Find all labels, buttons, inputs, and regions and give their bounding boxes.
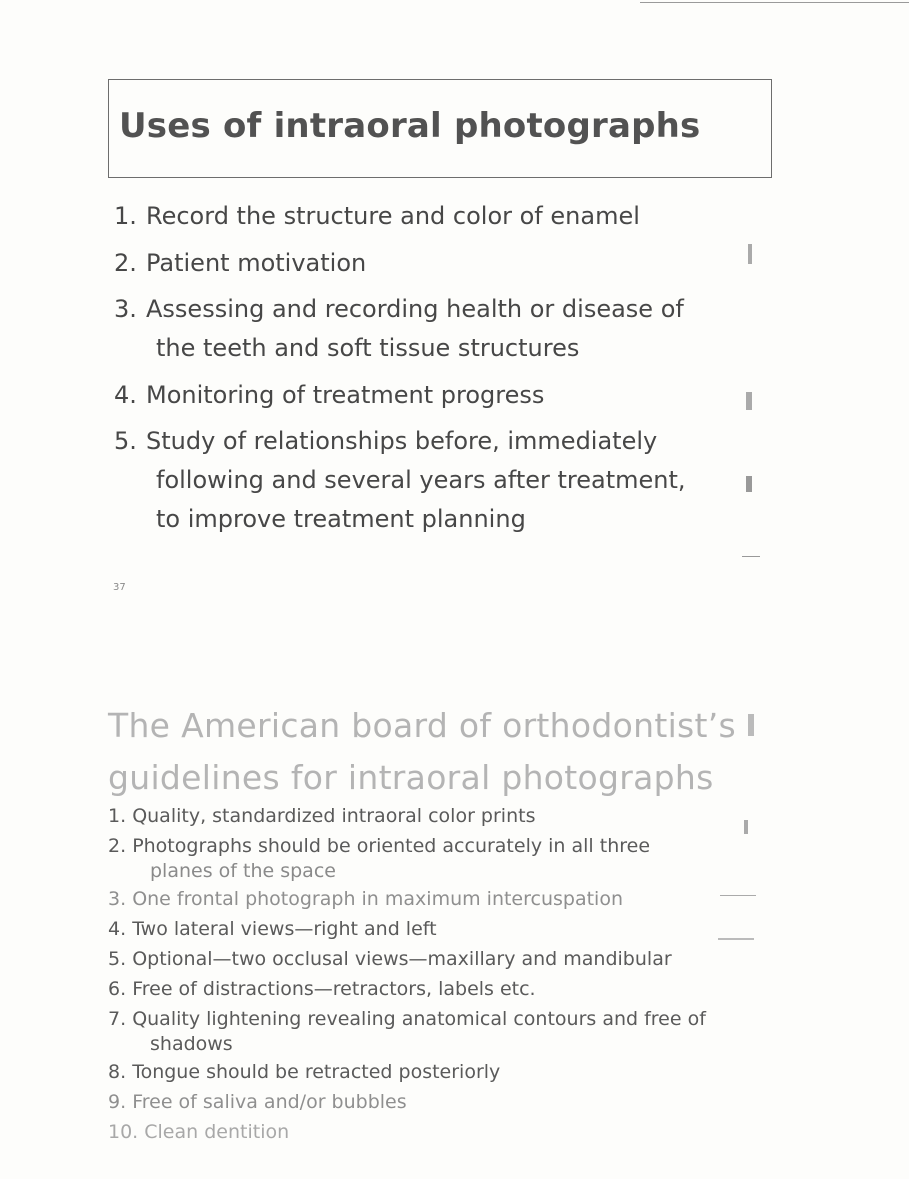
item-number: 8. [108,1061,127,1083]
scan-speck [718,938,754,940]
item-number: 9. [108,1091,127,1113]
slide1-title: Uses of intraoral photographs [119,106,701,146]
item-text: Free of saliva and/or bubbles [132,1091,407,1113]
item-text: Patient motivation [146,249,367,277]
list-item [114,243,774,283]
list-item [108,1120,788,1145]
item-number: 4. [108,918,127,940]
scan-artifact-line [640,2,909,3]
scan-speck [748,714,754,736]
item-text: Monitoring of treatment progress [146,381,545,409]
item-number: 4. [114,381,137,409]
item-text-continued: planes of the space [150,860,336,882]
item-text: Optional—two occlusal views—maxillary and mandibular [132,948,672,970]
item-number: 7. [108,1008,127,1030]
scan-speck [720,895,756,896]
list-item [108,917,788,942]
item-text: Assessing and recording health or disease of [146,295,684,323]
item-text: Record the structure and color of enamel [146,202,640,230]
item-text: Study of relationships before, immediately [146,427,658,455]
scan-speck [742,556,760,557]
slide1-list [114,196,774,546]
item-number: 5. [108,948,127,970]
list-item [114,422,774,539]
item-number: 1. [108,805,127,827]
list-item [108,1090,788,1115]
slide1-title-box [108,79,772,178]
list-item [114,375,774,415]
item-text-continued: shadows [150,1033,233,1055]
item-number: 3. [114,295,137,323]
item-number: 2. [114,249,137,277]
item-text: Tongue should be retracted posteriorly [132,1061,501,1083]
item-text-continued: following and several years after treatment, [156,466,686,494]
list-item [108,977,788,1002]
slide2-title [108,700,808,804]
slide2-list [108,804,788,1150]
list-item [108,834,788,884]
item-text-continued-2: to improve treatment planning [156,505,526,533]
scan-speck [748,244,752,264]
item-number: 1. [114,202,137,230]
item-text: Free of distractions—retractors, labels etc. [132,978,536,1000]
item-text: Two lateral views—right and left [132,918,437,940]
item-number: 6. [108,978,127,1000]
list-item [108,804,788,829]
item-number: 5. [114,427,137,455]
list-item [108,887,788,912]
item-text-continued: the teeth and soft tissue structures [156,334,580,362]
list-item [108,947,788,972]
item-text: Quality lightening revealing anatomical contours and free of [132,1008,706,1030]
list-item [114,290,774,368]
item-text: Clean dentition [144,1121,290,1143]
page-number: 37 [113,582,126,593]
item-text: One frontal photograph in maximum intercuspation [132,888,624,910]
item-number: 10. [108,1121,139,1143]
scan-speck [746,392,752,410]
slide2-title-line1: The American board of orthodontist’s [108,706,737,745]
scan-speck [746,476,752,492]
scan-speck [744,820,748,834]
item-number: 3. [108,888,127,910]
list-item [108,1060,788,1085]
slide2-title-line2: guidelines for intraoral photographs [108,758,714,797]
item-text: Quality, standardized intraoral color prints [132,805,536,827]
item-text: Photographs should be oriented accurately in all three [132,835,651,857]
list-item [114,196,774,236]
list-item [108,1007,788,1057]
item-number: 2. [108,835,127,857]
